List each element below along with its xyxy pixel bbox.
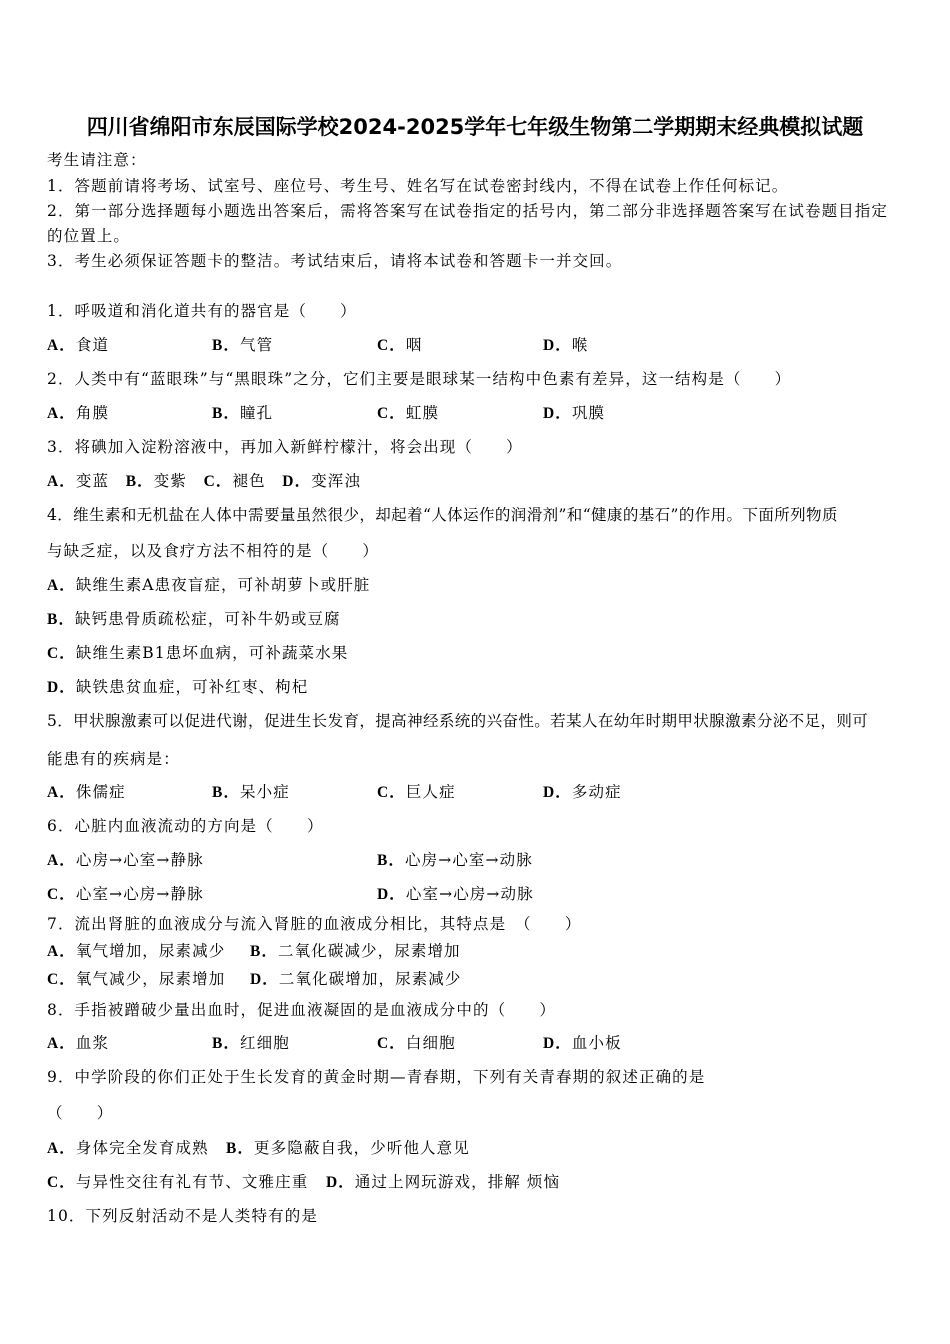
option-text: 心房→心室→静脉 — [75, 851, 204, 869]
option-c — [47, 1172, 308, 1193]
option-c — [377, 1033, 456, 1054]
option-b — [212, 335, 273, 356]
option-text: 心房→心室→动脉 — [405, 851, 533, 869]
option-text: 二氧化碳增加，尿素减少 — [278, 970, 462, 988]
option-letter: A． — [47, 577, 76, 594]
option-text: 变蓝 — [75, 472, 126, 490]
option-letter: A． — [47, 852, 76, 869]
option-text: 通过上网玩游戏，排解 烦恼 — [354, 1173, 561, 1191]
option-letter: A． — [47, 1035, 76, 1052]
option-text: 氧气增加，尿素减少 — [75, 942, 226, 960]
option-text: 变浑浊 — [311, 472, 362, 490]
option-text: 氧气减少，尿素增加 — [75, 970, 226, 988]
option-text: 缺钙患骨质疏松症，可补牛奶或豆腐 — [75, 610, 341, 628]
question-stem: 10．下列反射活动不是人类特有的是 — [47, 1207, 318, 1225]
document-title: 四川省绵阳市东辰国际学校2024-2025学年七年级生物第二学期期末经典模拟试题 — [86, 115, 864, 139]
option-text: 巩膜 — [571, 404, 606, 422]
option-a — [47, 782, 126, 803]
option-c — [47, 643, 348, 664]
option-text: 褪色 — [232, 472, 283, 490]
option-letter: A． — [47, 784, 76, 801]
option-text: 气管 — [240, 336, 274, 354]
option-d — [47, 677, 308, 698]
option-text: 缺铁患贫血症，可补红枣、枸杞 — [75, 678, 309, 696]
option-text: 角膜 — [75, 404, 110, 422]
option-d — [326, 1172, 560, 1193]
option-text: 心室→心房→动脉 — [405, 885, 534, 903]
option-letter: D． — [326, 1174, 355, 1191]
option-letter: B． — [212, 405, 241, 422]
option-letter: B． — [212, 784, 241, 801]
option-text: 喉 — [571, 336, 589, 354]
option-b — [47, 609, 341, 630]
option-d — [543, 782, 622, 803]
notice-item: 1．答题前请将考场、试室号、座位号、考生号、姓名写在试卷密封线内，不得在试卷上作任何标记。 — [47, 177, 789, 195]
option-text: 血浆 — [75, 1034, 110, 1052]
option-letter: D． — [543, 337, 572, 354]
option-b — [212, 782, 290, 803]
option-b — [226, 1138, 470, 1159]
option-text: 缺维生素A患夜盲症，可补胡萝卜或肝脏 — [75, 576, 371, 594]
question-stem: （ ） — [47, 1104, 114, 1122]
option-text: 瞳孔 — [240, 404, 274, 422]
option-c — [377, 403, 439, 424]
option-text: 血小板 — [571, 1034, 622, 1052]
question-stem: 7．流出肾脏的血液成分与流入肾脏的血液成分相比，其特点是 （ ） — [47, 915, 582, 933]
option-d — [543, 1033, 622, 1054]
option-text: 呆小症 — [240, 783, 290, 801]
option-a — [47, 1138, 209, 1159]
option-c — [377, 335, 423, 356]
option-text: 变紫 — [153, 472, 204, 490]
option-letter: C． — [377, 1035, 406, 1052]
option-text: 二氧化碳减少，尿素增加 — [278, 942, 461, 960]
option-letter: C． — [377, 405, 406, 422]
option-letter: A． — [47, 943, 76, 960]
option-a — [47, 941, 225, 962]
option-a — [47, 575, 370, 596]
option-text: 与异性交往有礼有节、文雅庄重 — [75, 1173, 309, 1191]
question-stem: 6．心脏内血液流动的方向是（ ） — [47, 817, 324, 835]
option-text: 红细胞 — [240, 1034, 290, 1052]
option-letter: B． — [226, 1140, 255, 1157]
options-row — [47, 471, 361, 492]
question-stem: 9．中学阶段的你们正处于生长发育的黄金时期—青春期，下列有关青春期的叙述正确的是 — [47, 1068, 706, 1086]
option-text: 更多隐蔽自我，少听他人意见 — [254, 1139, 470, 1157]
option-d — [377, 884, 534, 905]
option-letter: D． — [250, 971, 279, 988]
option-letter: C． — [47, 886, 76, 903]
option-d — [543, 403, 605, 424]
option-letter: C． — [47, 971, 76, 988]
option-letter: A． — [47, 1140, 76, 1157]
option-text: 食道 — [75, 336, 110, 354]
option-text: 虹膜 — [405, 404, 440, 422]
option-letter: B． — [125, 473, 154, 490]
question-stem: 3．将碘加入淀粉溶液中，再加入新鲜柠檬汁，将会出现（ ） — [47, 438, 523, 456]
option-letter: D． — [47, 679, 76, 696]
option-b — [212, 1033, 290, 1054]
question-stem: 能患有的疾病是： — [47, 750, 180, 768]
question-stem: 4．维生素和无机盐在人体中需要量虽然很少，却起着“人体运作的润滑剂”和“健康的基石”的作用。下面所列物质 — [47, 506, 838, 524]
question-stem: 1．呼吸道和消化道共有的器官是（ ） — [47, 302, 357, 320]
option-letter: D． — [543, 784, 572, 801]
option-letter: B． — [212, 1035, 241, 1052]
option-text: 心室→心房→静脉 — [75, 885, 204, 903]
option-letter: A． — [47, 337, 76, 354]
option-a — [47, 850, 204, 871]
option-b — [377, 850, 533, 871]
option-letter: A． — [47, 473, 76, 490]
question-stem: 与缺乏症，以及食疗方法不相符的是（ ） — [47, 542, 380, 560]
notice-item: 2．第一部分选择题每小题选出答案后，需将答案写在试卷指定的括号内，第二部分非选择题答案写在试卷题目指定 — [47, 202, 888, 220]
option-letter: C． — [47, 645, 76, 662]
option-text: 白细胞 — [405, 1034, 456, 1052]
question-stem: 2．人类中有“蓝眼珠”与“黑眼珠”之分，它们主要是眼球某一结构中色素有差异，这一结构是（ ） — [47, 370, 792, 388]
notice-item: 的位置上。 — [47, 227, 131, 245]
option-text: 缺维生素B1患坏血病，可补蔬菜水果 — [75, 644, 349, 662]
option-letter: A． — [47, 405, 76, 422]
option-letter: B． — [47, 611, 76, 628]
option-b — [212, 403, 273, 424]
option-letter: C． — [377, 337, 406, 354]
option-letter: B． — [212, 337, 241, 354]
option-letter: D． — [282, 473, 312, 490]
option-letter: D． — [543, 405, 572, 422]
option-c — [47, 969, 225, 990]
option-c — [47, 884, 204, 905]
option-letter: C． — [377, 784, 406, 801]
option-text: 身体完全发育成熟 — [75, 1139, 209, 1157]
option-a — [47, 1033, 109, 1054]
option-b — [250, 941, 461, 962]
option-letter: C． — [203, 473, 233, 490]
question-stem: 8．手指被蹭破少量出血时，促进血液凝固的是血液成分中的（ ） — [47, 1001, 556, 1019]
notice-heading: 考生请注意： — [47, 151, 147, 169]
option-text: 多动症 — [571, 783, 622, 801]
option-letter: B． — [377, 852, 406, 869]
notice-item: 3．考生必须保证答题卡的整洁。考试结束后，请将本试卷和答题卡一并交回。 — [47, 252, 623, 270]
question-stem: 5．甲状腺激素可以促进代谢，促进生长发育，提高神经系统的兴奋性。若某人在幼年时期甲状腺激素分泌不足，则可 — [47, 712, 869, 730]
option-letter: C． — [47, 1174, 76, 1191]
option-c — [377, 782, 456, 803]
option-d — [543, 335, 589, 356]
option-letter: D． — [543, 1035, 572, 1052]
option-letter: D． — [377, 886, 406, 903]
option-text: 咽 — [405, 336, 423, 354]
option-text: 巨人症 — [405, 783, 456, 801]
option-letter: B． — [250, 943, 279, 960]
option-d — [250, 969, 462, 990]
option-a — [47, 403, 109, 424]
option-text: 侏儒症 — [75, 783, 126, 801]
option-a — [47, 335, 109, 356]
